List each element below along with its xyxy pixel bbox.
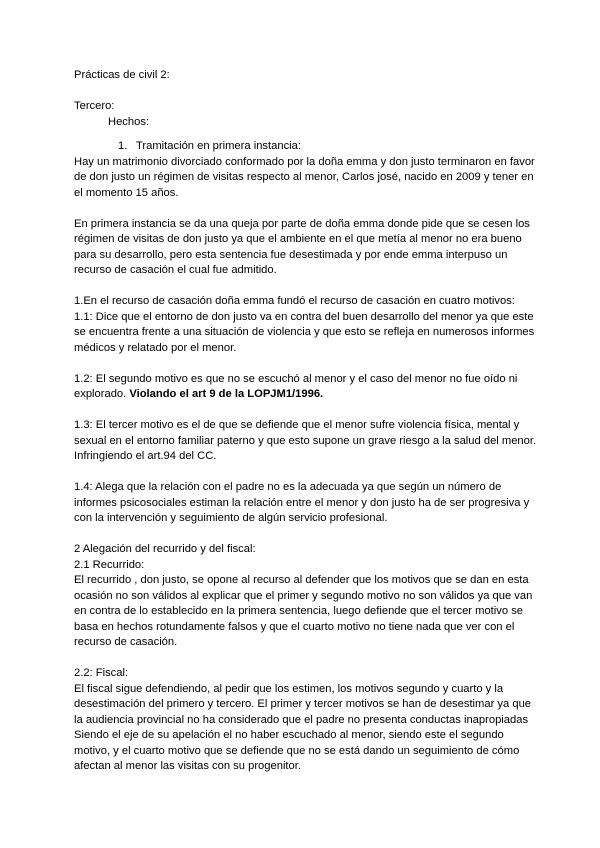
paragraph-allegations-heading: 2 Alegación del recurrido y del fiscal: bbox=[74, 543, 256, 555]
paragraph-motive-3: 1.3: El tercer motivo es el de que se defiende que el menor sufre violencia física, mental y sexual en el entorno familiar paterno y que esto supone un grave riesgo a la salud del menor. Infringiendo el art.94 del CC. bbox=[74, 419, 537, 462]
numbered-list-item bbox=[74, 139, 540, 155]
section-heading: Tercero: bbox=[74, 100, 115, 112]
subsection-heading: Hechos: bbox=[108, 115, 150, 128]
paragraph-first-instance: En primera instancia se da una queja por parte de doña emma donde pide que se cesen los régimen de visitas de don justo ya que el ambiente en el que metía al menor no era bueno para su desarrollo, pero esta sentencia fue desestimada y por ende emma interpuso un recurso de casación el cual fue admitido. bbox=[74, 217, 530, 276]
paragraph-motive-4: 1.4: Alega que la relación con el padre no es la adecuada ya que según un número de informes psicosociales estiman la relación entre el menor y don justo ha de ser progresiva y con la intervención y seguimiento de algún servicio profesional. bbox=[74, 481, 530, 524]
paragraph-fiscal-heading: 2.2: Fiscal: bbox=[74, 667, 129, 679]
paragraph-fiscal: El fiscal sigue defendiendo, al pedir que los estimen, los motivos segundo y cuarto y la desestimación del primero y tercero. El primer y tercer motivos se han de desestimar ya que la audiencia provincial no ha considerado que el padre no presenta conductas inapropiadas Siendo el eje de su apelación el no haber escuchado al menor, siendo este el segundo motivo, y el cuarto motivo que se defiende que no se está dando un seguimiento de cómo afectan al menor las visitas con su progenitor. bbox=[74, 682, 532, 772]
paragraph-recurrido-heading: 2.1 Recurrido: bbox=[74, 558, 145, 571]
paragraph-motive-2 bbox=[74, 372, 540, 403]
list-label: Tramitación en primera instancia: bbox=[136, 140, 301, 152]
document-title: Prácticas de civil 2: bbox=[74, 69, 170, 81]
paragraph-motive-1: 1.1: Dice que el entorno de don justo va en contra del buen desarrollo del menor ya que este se encuentra frente a una situación de violencia y que esto se refleja en numerosos informes médicos y relatado por el menor. bbox=[74, 310, 535, 354]
paragraph-recurrido: El recurrido , don justo, se opone al recurso al defender que los motivos que se dan en esta ocasión no son válidos al explicar que el primer y segundo motivo no son válidos ya que van en contra de lo establecido en la primera sentencia, luego defiende que el tercer motivo se basa en hechos rotundamente falsos y que el cuarto motivo no tiene nada que ver con el recurso de casación. bbox=[74, 574, 533, 648]
motive-2-text: 1.2: El segundo motivo es que no se escuchó al menor y el caso del menor no fue oído ni explorado. bbox=[74, 372, 518, 400]
paragraph-motives-heading: 1.En el recurso de casación doña emma fundó el recurso de casación en cuatro motivos: bbox=[74, 295, 515, 307]
motive-2-bold: Violando el art 9 de la LOPJM1/1996. bbox=[129, 388, 324, 400]
list-number: 1. bbox=[118, 140, 128, 152]
paragraph-facts: Hay un matrimonio divorciado conformado por la doña emma y don justo terminaron en favor de don justo un régimen de visitas respecto al menor, Carlos josé, nacido en 2009 y tener en el momento 15 años. bbox=[74, 155, 535, 199]
